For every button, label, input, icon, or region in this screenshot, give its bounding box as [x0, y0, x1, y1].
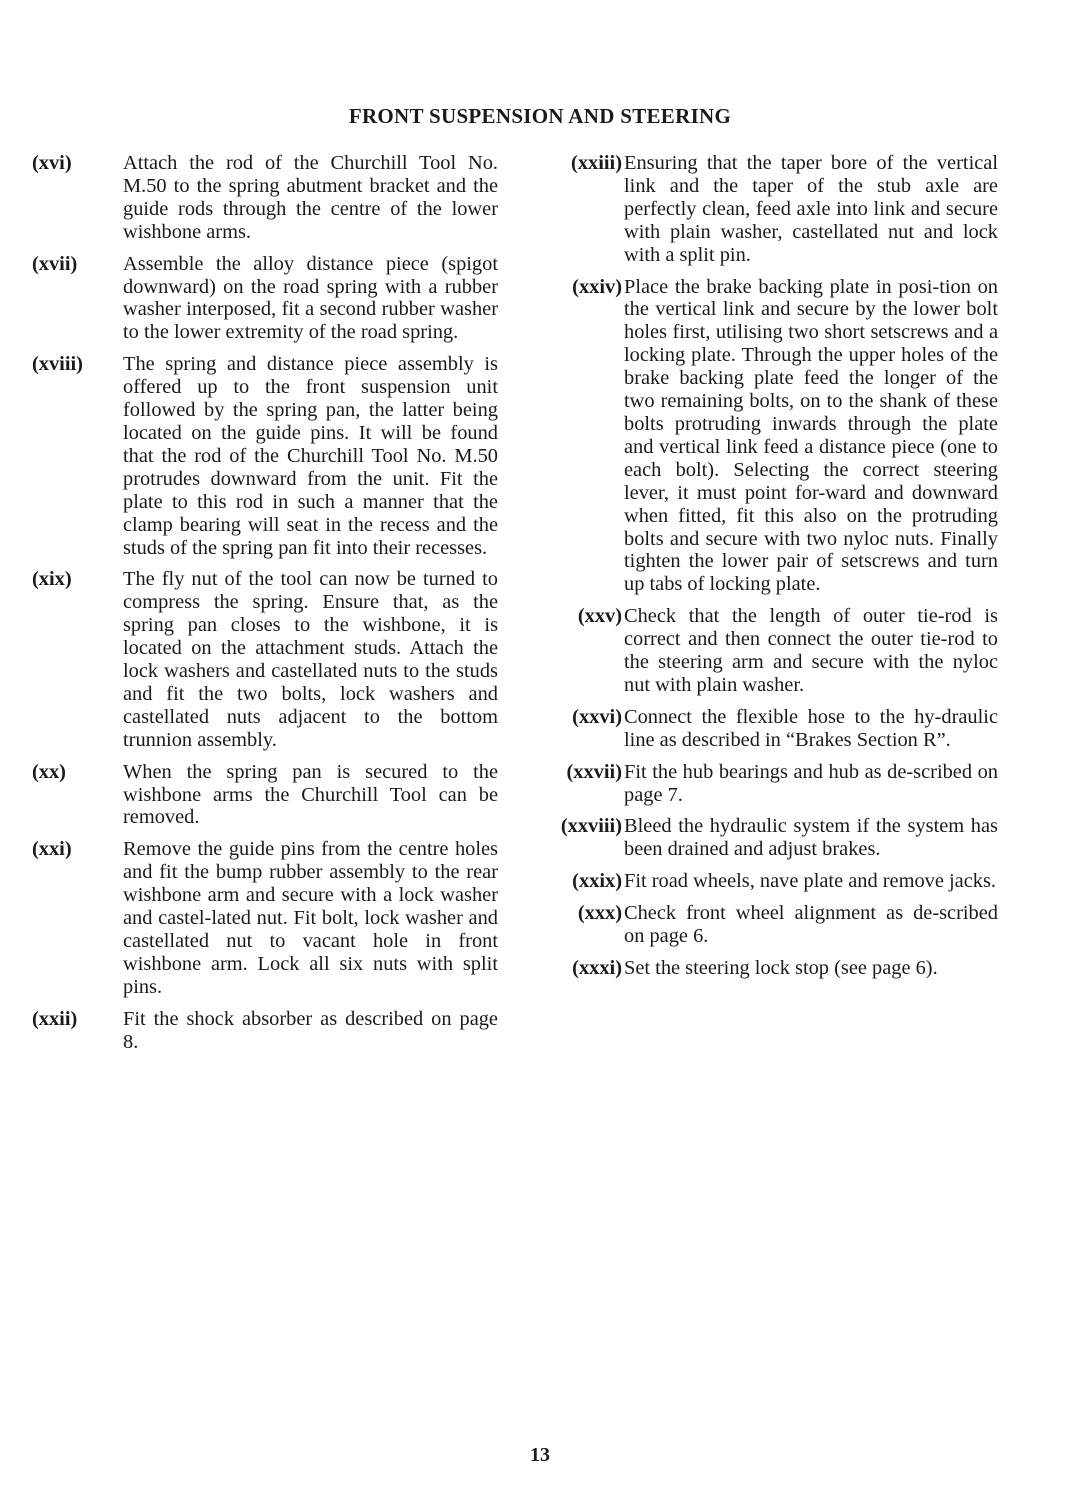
item-number: (xxxi)	[572, 957, 622, 979]
item-number: (xxix)	[572, 870, 622, 893]
item-number: (xix)	[32, 568, 72, 591]
list-item	[32, 152, 498, 244]
item-number: (xxv)	[577, 605, 622, 628]
list-item	[530, 276, 998, 597]
list-item	[530, 870, 998, 893]
list-item	[32, 761, 498, 830]
list-item	[32, 353, 498, 559]
page-title: FRONT SUSPENSION AND STEERING	[348, 104, 732, 128]
item-number: (xxii)	[32, 1007, 78, 1030]
item-number: (xxvi)	[572, 705, 622, 728]
item-text: Connect the flexible hose to the hy-draulic line as described in “Brakes Section R”.	[624, 705, 998, 751]
item-text: Fit the hub bearings and hub as de-scribed on page 7.	[624, 760, 998, 806]
list-item	[530, 815, 998, 861]
item-text: The fly nut of the tool can now be turned to compress the spring. Ensure that, as the spring pan closes to the wishbone, it is located on the attachment studs. Attach the lock washers and castellated nuts to the studs and fit the two bolts, lock washers and castellated nuts adjacent to the bottom trunnion assembly.	[123, 568, 498, 751]
item-text: Assemble the alloy distance piece (spigot downward) on the road spring with a rubber washer interposed, fit a second rubber washer to the lower extremity of the road spring.	[123, 252, 498, 344]
list-item	[530, 605, 998, 697]
item-number: (xxi)	[32, 838, 72, 861]
item-number: (xvi)	[32, 152, 72, 174]
list-item	[530, 706, 998, 752]
item-text: Place the brake backing plate in posi-tion on the vertical link and secure by the lower bolt holes first, utilising two short setscrews and a locking plate. Through the upper holes of the brake backing plate feed the longer of the two remaining bolts, on to the shank of these bolts protruding inwards through the plate and vertical link feed a distance piece (one to each bolt). Selecting the correct steering lever, it must point for-ward and downward when fitted, fit this also on the protruding bolts and secure with two nyloc nuts. Finally tighten the lower pair of setscrews and turn up tabs of locking plate.	[624, 275, 998, 596]
item-text: Fit the shock absorber as described on page 8.	[123, 1007, 498, 1053]
item-text: Attach the rod of the Churchill Tool No. M.50 to the spring abutment bracket and the guide rods through the centre of the lower wishbone arms.	[123, 152, 498, 243]
item-number: (xvii)	[32, 252, 78, 275]
item-number: (xx)	[32, 760, 66, 783]
right-column	[530, 152, 998, 989]
list-item	[530, 761, 998, 807]
item-text: The spring and distance piece assembly is offered up to the front suspension unit followed by the spring pan, the latter being located on the guide pins. It will be found that the rod of the Churchill Tool No. M.50 protrudes downward from the unit. Fit the plate to this rod in such a manner that the clamp bearing will seat in the recess and the studs of the spring pan fit into their recesses.	[123, 353, 498, 559]
item-text: Set the steering lock stop (see page 6).	[624, 957, 938, 979]
item-text: Check that the length of outer tie-rod is correct and then connect the outer tie-rod to the steering arm and secure with the nyloc nut with plain washer.	[624, 605, 998, 696]
item-text: Fit road wheels, nave plate and remove jacks.	[624, 870, 996, 893]
item-number: (xxx)	[577, 902, 622, 925]
item-text: Remove the guide pins from the centre holes and fit the bump rubber assembly to the rear wishbone arm and secure with a lock washer and castel-lated nut. Fit bolt, lock washer and castellated nut to vacant hole in front wishbone arm. Lock all six nuts with split pins.	[123, 838, 498, 998]
list-item	[32, 253, 498, 345]
item-text: When the spring pan is secured to the wishbone arms the Churchill Tool can be removed.	[123, 760, 498, 829]
item-text: Ensuring that the taper bore of the vertical link and the taper of the stub axle are perfectly clean, feed axle into link and secure with plain washer, castellated nut and lock with a split pin.	[624, 152, 998, 266]
list-item	[32, 1008, 498, 1054]
list-item	[32, 838, 498, 998]
item-text: Check front wheel alignment as de-scribed on page 6.	[624, 902, 998, 948]
item-number: (xxiii)	[571, 152, 622, 174]
item-number: (xxvii)	[566, 760, 622, 783]
item-number: (xxviii)	[560, 815, 622, 838]
list-item	[32, 568, 498, 751]
item-number: (xxiv)	[572, 275, 622, 298]
list-item	[530, 902, 998, 948]
list-item	[530, 152, 998, 267]
left-column	[32, 152, 498, 1063]
item-number: (xviii)	[32, 353, 83, 376]
item-text: Bleed the hydraulic system if the system has been drained and adjust brakes.	[624, 815, 998, 861]
list-item	[530, 957, 998, 980]
page-number: 13	[530, 1444, 550, 1466]
